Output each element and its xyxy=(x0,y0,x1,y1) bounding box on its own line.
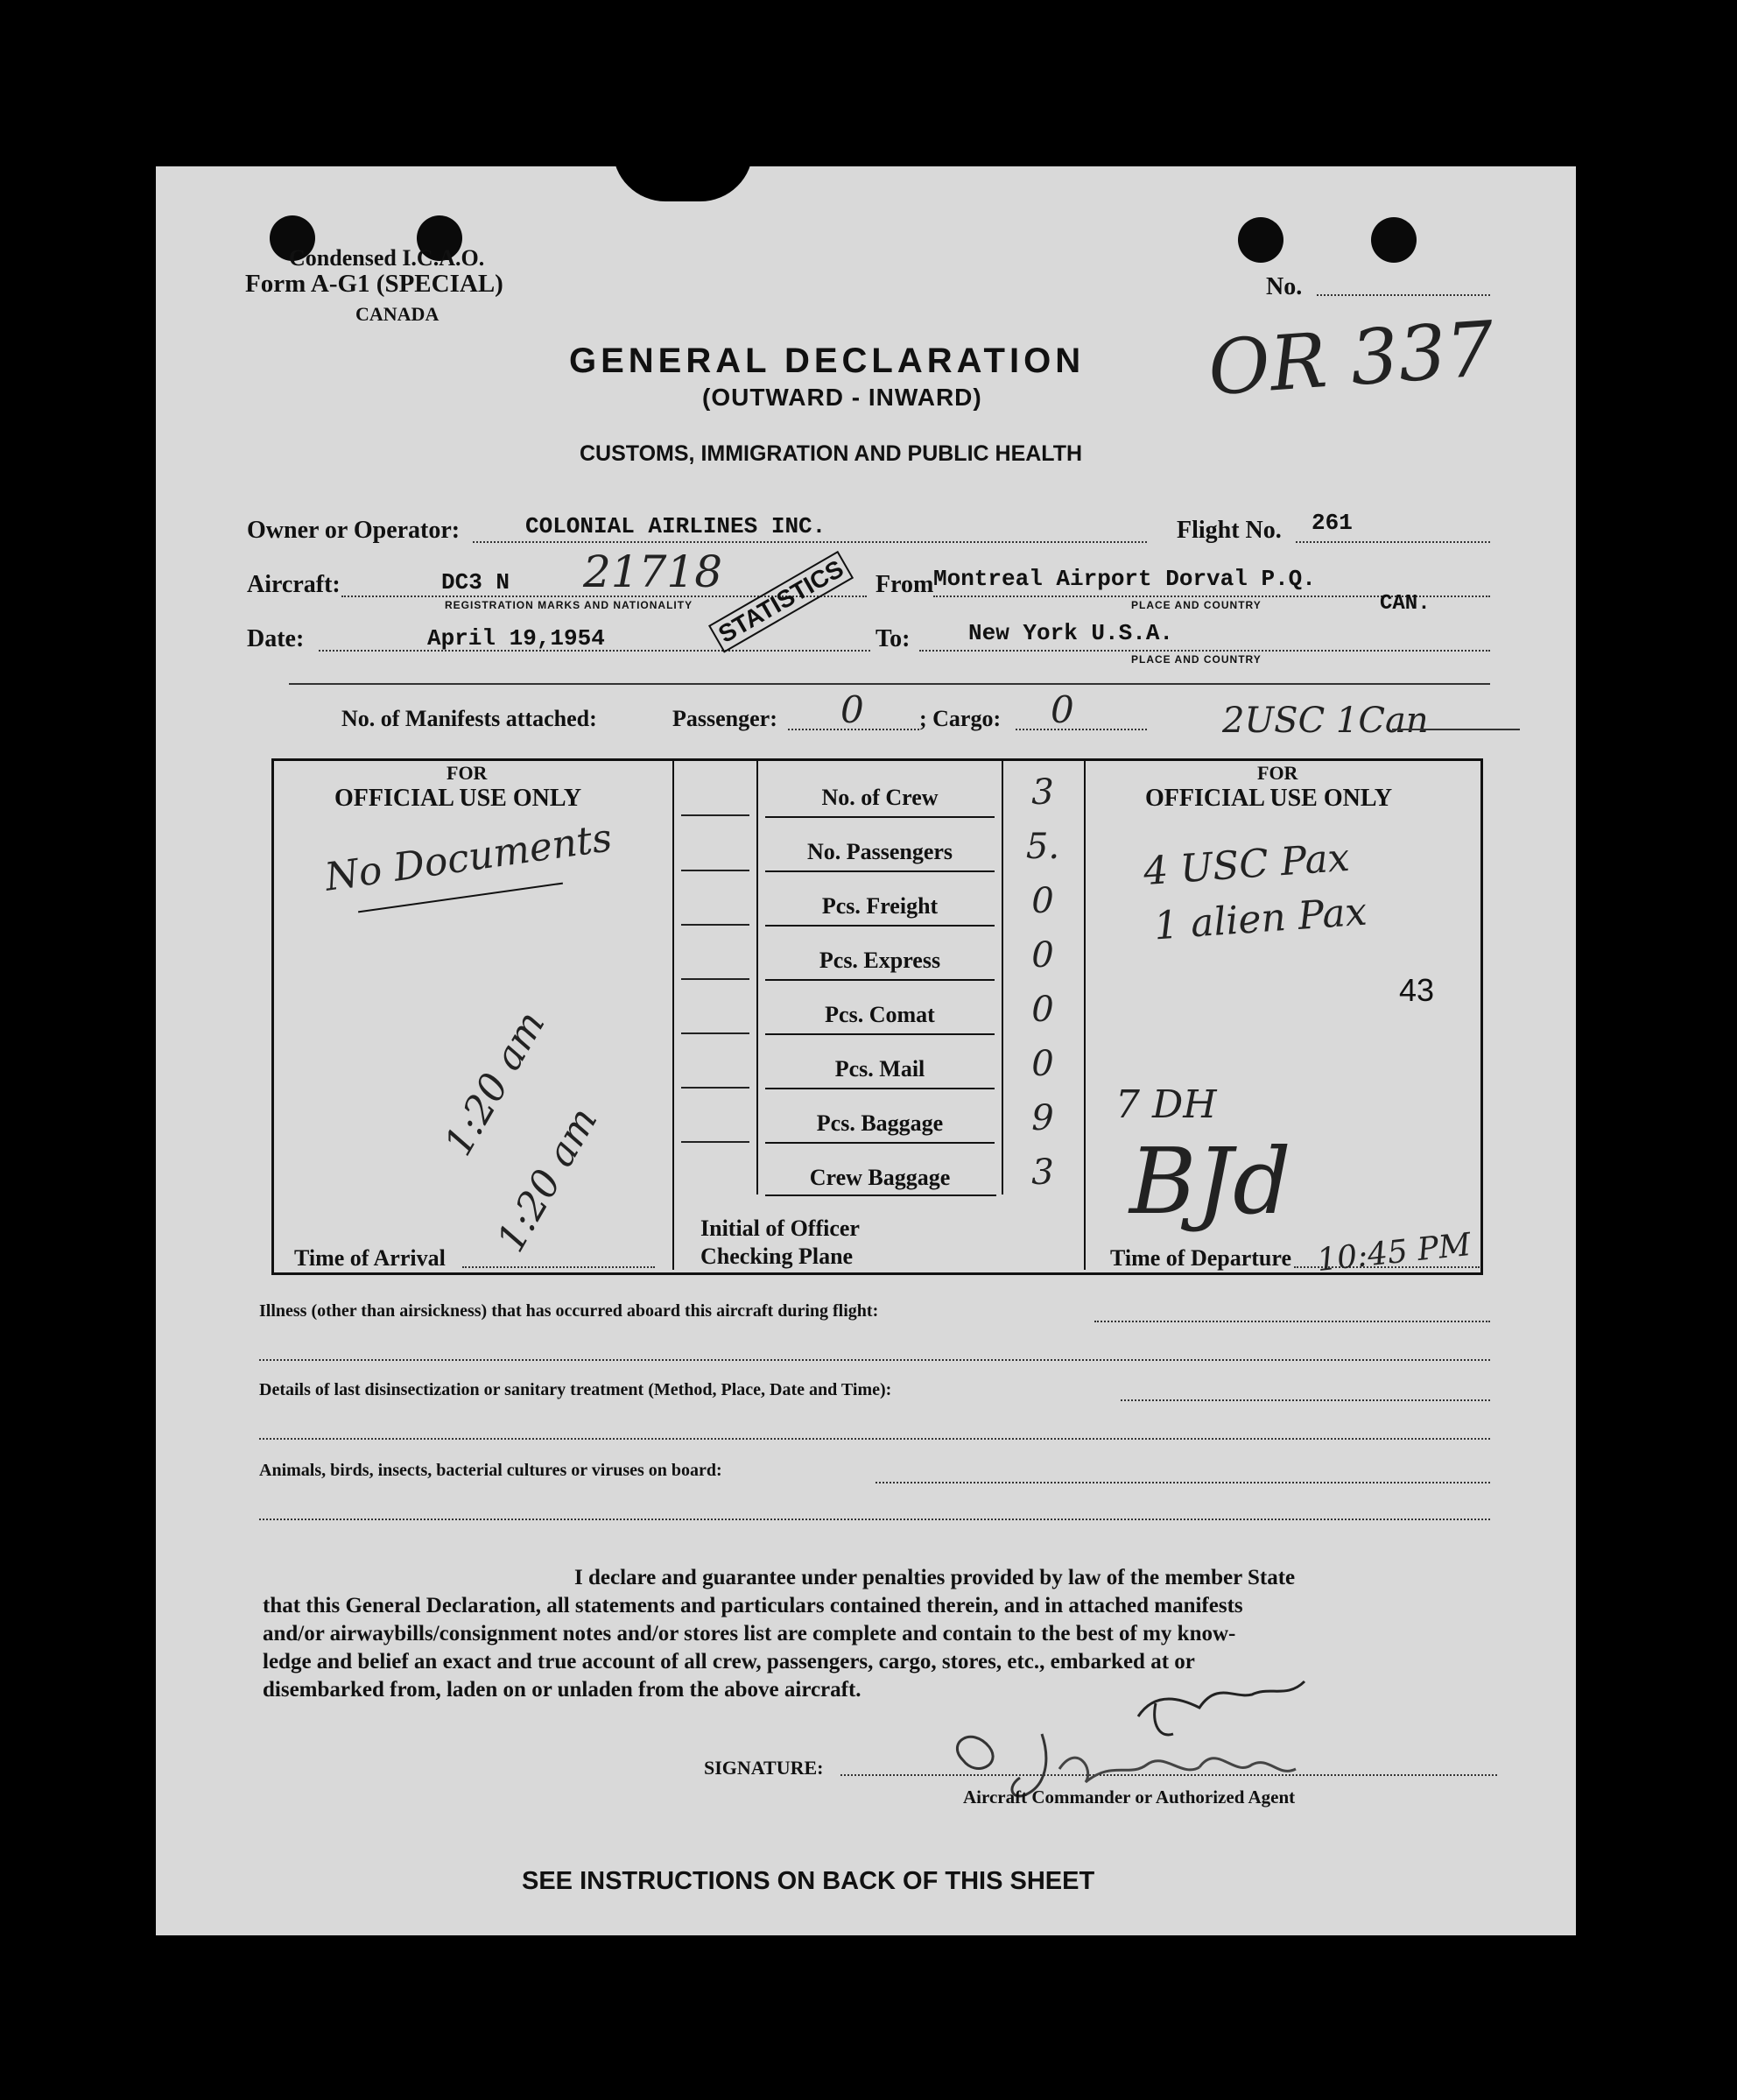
departure-handwritten: 10:45 PM xyxy=(1315,1226,1473,1279)
signature-caption: Aircraft Commander or Authorized Agent xyxy=(963,1786,1296,1808)
row-label-freight: Pcs. Freight xyxy=(821,893,939,919)
row-underline xyxy=(765,870,995,872)
row-label-crew: No. of Crew xyxy=(821,785,939,810)
arrival-label: Time of Arrival xyxy=(294,1245,446,1271)
row-underline xyxy=(765,979,995,981)
document-subtitle: (OUTWARD - INWARD) xyxy=(702,384,982,411)
table-divider xyxy=(1084,758,1086,1270)
form-number-line xyxy=(1317,294,1490,296)
row-label-baggage: Pcs. Baggage xyxy=(816,1110,944,1136)
disinsect-label: Details of last disinsectization or sanitary treatment (Method, Place, Date and Time): xyxy=(259,1380,892,1399)
manifests-handwritten-note: 2USC 1Can xyxy=(1222,701,1429,741)
form-header-line2: Form A-G1 (SPECIAL) xyxy=(245,270,503,298)
row-label-mail: Pcs. Mail xyxy=(834,1056,925,1082)
table-divider xyxy=(672,758,674,1270)
initial-dash xyxy=(681,814,749,816)
initial-dash xyxy=(681,870,749,871)
owner-label: Owner or Operator: xyxy=(247,517,461,544)
declaration-line-2: that this General Declaration, all statements and particulars contained therein, and in attached manifests xyxy=(263,1594,1243,1617)
declaration-line-4: ledge and belief an exact and true account of all crew, passengers, cargo, stores, etc., embarked at or xyxy=(263,1650,1195,1674)
flight-value: 261 xyxy=(1312,510,1353,536)
manifests-note-stroke xyxy=(1392,729,1520,730)
declaration-line-3: and/or airwaybills/consignment notes and/or stores list are complete and contain to the best of my know- xyxy=(263,1622,1236,1645)
manifests-passenger-label: Passenger: xyxy=(672,706,777,731)
officer-initials: BJd xyxy=(1129,1128,1291,1235)
aircraft-handwritten: 21718 xyxy=(583,546,723,597)
manifests-cargo-line xyxy=(1016,729,1147,730)
row-label-passengers: No. Passengers xyxy=(806,839,953,864)
punch-hole xyxy=(1371,217,1417,263)
row-value-mail: 0 xyxy=(1031,1044,1054,1084)
to-caption: PLACE AND COUNTRY xyxy=(1131,653,1262,666)
row-label-express: Pcs. Express xyxy=(819,948,941,973)
aircraft-value: DC3 N xyxy=(441,569,510,595)
row-underline xyxy=(765,816,995,818)
manifests-label: No. of Manifests attached: xyxy=(341,706,597,731)
manifests-passenger-value: 0 xyxy=(840,688,864,731)
statistics-stamp: STATISTICS xyxy=(708,551,854,653)
row-value-baggage: 9 xyxy=(1031,1098,1054,1138)
right-for-label: FOR xyxy=(1257,762,1298,784)
form-number-label: No. xyxy=(1266,273,1303,300)
disinsect-line-2 xyxy=(259,1438,1490,1440)
row-underline xyxy=(765,1088,995,1089)
owner-line xyxy=(473,541,1147,543)
date-label: Date: xyxy=(247,625,305,652)
row-value-crew-baggage: 3 xyxy=(1031,1152,1054,1193)
right-handwritten-pax-1: 4 USC Pax xyxy=(1142,835,1352,895)
form-header-line3: CANADA xyxy=(355,303,440,325)
manifests-cargo-label: ; Cargo: xyxy=(919,706,1002,731)
initial-dash xyxy=(681,924,749,926)
aircraft-label: Aircraft: xyxy=(247,571,341,598)
departure-label: Time of Departure xyxy=(1110,1245,1291,1271)
section-divider xyxy=(289,683,1490,685)
right-handwritten-3: 7 DH xyxy=(1115,1082,1217,1127)
illness-label: Illness (other than airsickness) that has occurred aboard this aircraft during flight: xyxy=(259,1301,879,1321)
owner-value: COLONIAL AIRLINES INC. xyxy=(525,513,826,539)
right-official-label: OFFICIAL USE ONLY xyxy=(1145,785,1393,812)
left-for-label: FOR xyxy=(447,762,488,784)
row-underline xyxy=(765,1142,995,1144)
row-value-passengers: 5. xyxy=(1025,827,1060,867)
row-value-comat: 0 xyxy=(1031,990,1054,1030)
illness-line-2 xyxy=(259,1359,1490,1361)
document-title: GENERAL DECLARATION xyxy=(569,342,1086,380)
row-value-express: 0 xyxy=(1031,935,1054,976)
flight-line xyxy=(1296,541,1490,543)
from-label: From xyxy=(876,571,934,598)
arrival-handwritten-2: 1:20 am xyxy=(488,1100,607,1260)
footer-instructions: SEE INSTRUCTIONS ON BACK OF THIS SHEET xyxy=(522,1867,1095,1895)
left-handwritten-note: No Documents xyxy=(322,815,615,900)
to-label: To: xyxy=(876,625,911,652)
officer-label-1: Initial of Officer xyxy=(700,1216,860,1241)
to-value: New York U.S.A. xyxy=(968,620,1174,646)
arrival-handwritten-1: 1:20 am xyxy=(435,1004,554,1164)
declaration-line-1: I declare and guarantee under penalties provided by law of the member State xyxy=(574,1566,1296,1589)
manifests-cargo-value: 0 xyxy=(1051,688,1074,731)
animals-line xyxy=(876,1482,1490,1483)
row-underline xyxy=(765,1194,996,1196)
handwritten-reference: OR 337 xyxy=(1205,305,1497,413)
initial-dash xyxy=(681,1087,749,1089)
left-official-label: OFFICIAL USE ONLY xyxy=(334,785,582,812)
row-underline xyxy=(765,1033,995,1035)
animals-line-2 xyxy=(259,1519,1490,1520)
to-line xyxy=(919,650,1490,652)
row-label-comat: Pcs. Comat xyxy=(825,1002,935,1027)
from-caption: PLACE AND COUNTRY xyxy=(1131,599,1262,611)
punch-hole xyxy=(1238,217,1283,263)
right-number: 43 xyxy=(1399,972,1435,1008)
from-value: Montreal Airport Dorval P.Q. xyxy=(933,566,1316,592)
initial-dash xyxy=(681,1032,749,1034)
form-header-line1: Condensed I.C.A.O. xyxy=(289,245,485,271)
disinsect-line xyxy=(1121,1399,1490,1401)
right-handwritten-pax-2: 1 alien Pax xyxy=(1152,889,1368,949)
initial-dash xyxy=(681,1141,749,1143)
declaration-line-5: disembarked from, laden on or unladen from the above aircraft. xyxy=(263,1678,861,1702)
row-label-crew-baggage: Crew Baggage xyxy=(809,1165,951,1190)
aircraft-caption: REGISTRATION MARKS AND NATIONALITY xyxy=(445,599,693,611)
row-value-crew: 3 xyxy=(1031,772,1054,813)
signature-label: SIGNATURE: xyxy=(704,1757,824,1779)
document-subheading: CUSTOMS, IMMIGRATION AND PUBLIC HEALTH xyxy=(580,441,1083,466)
from-value-country: CAN. xyxy=(1380,592,1431,616)
illness-line xyxy=(1094,1321,1490,1322)
row-value-freight: 0 xyxy=(1031,881,1054,921)
animals-label: Animals, birds, insects, bacterial cultures or viruses on board: xyxy=(259,1461,722,1480)
arrival-line xyxy=(462,1266,655,1268)
row-underline xyxy=(765,925,995,927)
flight-label: Flight No. xyxy=(1177,517,1282,544)
initial-dash xyxy=(681,978,749,980)
date-value: April 19,1954 xyxy=(427,625,605,652)
officer-label-2: Checking Plane xyxy=(700,1244,854,1269)
